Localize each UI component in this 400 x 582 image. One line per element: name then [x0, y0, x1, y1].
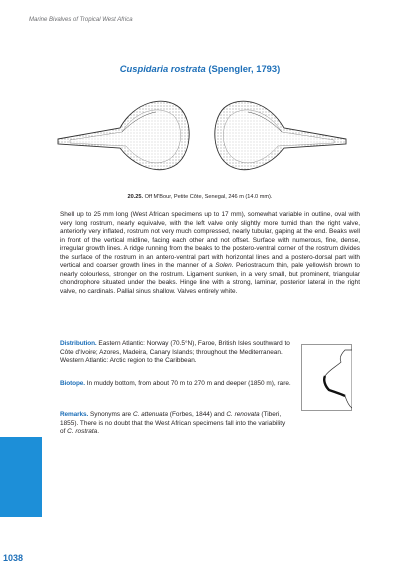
running-header: Marine Bivalves of Tropical West Africa: [29, 17, 133, 23]
distribution-section: [60, 340, 292, 366]
description-italic-genus: Solen: [215, 262, 232, 270]
remarks-text-4: .: [97, 428, 100, 436]
remarks-text-3: (Tiberi, 1855). There is no doubt that the West African specimens fall into the variability of: [60, 411, 286, 436]
remarks-synonym-2: C. renovata: [226, 411, 260, 418]
remarks-text-2: (Forbes, 1844) and: [168, 411, 227, 418]
remarks-species: C. rostrata: [67, 428, 98, 436]
shell-illustration: [52, 84, 352, 184]
figure-caption-text: Off M'Bour, Petite Côte, Senegal, 246 m (14.0 mm).: [144, 194, 273, 200]
description-text-2: . Periostracum thin, pale yellowish brown to nearly colourless, stronger on the rostrum. Ligament sunken, in a very small, but prominent, triangular chondrophore situated under the beaks. Hinge line with a strong, laminar, posterior lateral in the right valve, no cardinals. Pallial sinus shallow. Valves entirely white.: [60, 262, 360, 295]
right-valve-drawing: [215, 101, 346, 169]
species-name: Cuspidaria rostrata: [119, 63, 206, 74]
chapter-side-tab: [0, 437, 42, 517]
distribution-map: [301, 344, 352, 411]
remarks-section: [60, 411, 292, 437]
distribution-text: Eastern Atlantic: Norway (70.5°N), Faroe, British Isles southward to Côte d'Ivoire; Azores, Madeira, Canary Islands; throughout the Mediterranean. Western Atlantic: Arctic region to the Caribbean.: [60, 340, 290, 365]
remarks-synonym-1: C. attenuata: [132, 411, 169, 418]
figure-caption: [0, 194, 400, 200]
figure-number: 20.25.: [127, 194, 144, 200]
biotope-label: Biotope.: [60, 380, 85, 387]
remarks-label: Remarks.: [60, 411, 89, 418]
species-author: (Spengler, 1793): [208, 63, 281, 74]
left-valve-drawing: [58, 101, 189, 169]
species-title: [0, 63, 400, 74]
description-paragraph: [60, 211, 360, 296]
page-number: 1038: [3, 553, 24, 563]
remarks-text-1: Synonyms are: [88, 411, 133, 418]
distribution-label: Distribution.: [60, 340, 97, 347]
description-text-1: Shell up to 25 mm long (West African specimens up to 17 mm), somewhat variable in outline, oval with very long rostrum, nearly equivalve, with the left valve only slightly more tumid than the right valve, anteriorly very inflated, rostrum not very much compressed, nearly tubular, gaping at the end. Beaks well in front of the vertical midline, facing each other and not offset. Surface with numerous, fine, dense, irregular growth lines. A ridge running from the beaks to the postero-ventral corner of the rostrum divides the surface of the rostrum in an antero-ventral part with horizontal lines and a postero-dorsal part with vertical and coarser growth lines in the manner of a: [60, 211, 360, 270]
biotope-section: [60, 380, 292, 389]
biotope-text: In muddy bottom, from about 70 m to 270 m and deeper (1850 m), rare.: [84, 380, 291, 387]
